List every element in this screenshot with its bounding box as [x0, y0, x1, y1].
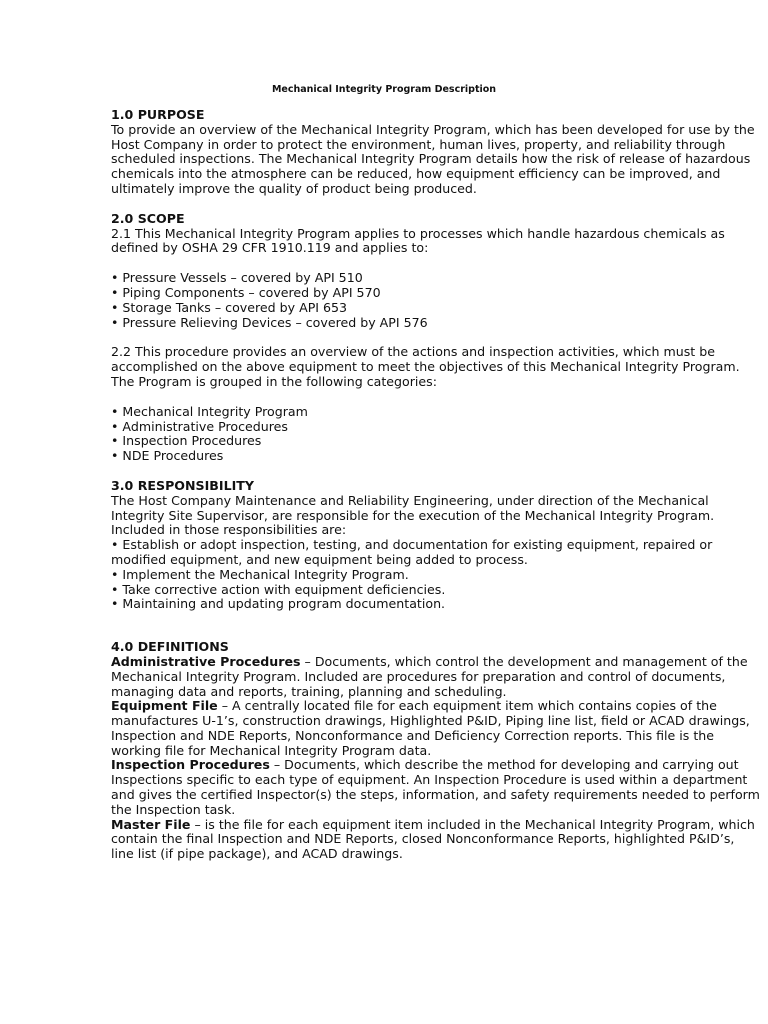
list-item: • Implement the Mechanical Integrity Program.	[111, 566, 409, 582]
definition-text: – is the file for each equipment item included in the Mechanical Integrity Program, which contain the final Inspection and NDE Reports, closed Nonconformance Reports, highlighted P&ID’s, line list (if pipe package), and ACAD drawings.	[111, 816, 755, 862]
definition-text: – Documents, which control the development and management of the Mechanical Integrity Program. Included are procedures for preparation and control of documents, managing data and reports, training, planning and scheduling.	[111, 653, 748, 699]
list-item: • Maintaining and updating program documentation.	[111, 596, 446, 612]
list-item: • Pressure Vessels – covered by API 510	[111, 270, 363, 286]
list-item: • Storage Tanks – covered by API 653	[111, 299, 348, 315]
responsibility-body: The Host Company Maintenance and Reliability Engineering, under direction of the Mechanical Integrity Site Supervisor, are responsible for the execution of the Mechanical Integrity Program. Included in those responsibilities are:	[111, 492, 715, 538]
list-item: • Take corrective action with equipment deficiencies.	[111, 581, 446, 597]
definition-equipment-file	[111, 699, 761, 758]
definition-text: – A centrally located file for each equipment item which contains copies of the manufactures U-1’s, construction drawings, Highlighted P&ID, Piping line list, field or ACAD drawings, Inspection and NDE Reports, Nonconformance and Deficiency Correction reports. This file is the working file for Mechanical Integrity Program data.	[111, 698, 750, 758]
purpose-heading: 1.0 PURPOSE	[111, 107, 205, 122]
category-list	[111, 405, 761, 464]
definition-term: Administrative Procedures	[111, 653, 301, 669]
purpose-body: To provide an overview of the Mechanical Integrity Program, which has been developed for use by the Host Company in order to protect the environment, human lives, property, and reliability through scheduled inspections. The Mechanical Integrity Program details how the risk of release of hazardous chemicals into the atmosphere can be reduced, how equipment efficiency can be improved, and ultimately improve the quality of product being produced.	[111, 121, 755, 196]
scope-heading: 2.0 SCOPE	[111, 210, 185, 226]
responsibility-heading: 3.0 RESPONSIBILITY	[111, 477, 255, 493]
definition-text: – Documents, which describe the method for developing and carrying out Inspections specific to each type of equipment. An Inspection Procedure is used within a department and gives the certified Inspector(s) the steps, information, and safety requirements needed to perform the Inspection task.	[111, 757, 760, 817]
list-item: • Piping Components – covered by API 570	[111, 284, 381, 300]
definition-master-file	[111, 818, 761, 862]
definition-administrative-procedures	[111, 655, 761, 699]
definitions-heading: 4.0 DEFINITIONS	[111, 639, 229, 655]
list-item: • NDE Procedures	[111, 448, 224, 464]
definition-inspection-procedures	[111, 758, 761, 817]
list-item: • Pressure Relieving Devices – covered by API 576	[111, 314, 428, 330]
scope-intro: 2.1 This Mechanical Integrity Program applies to processes which handle hazardous chemicals as defined by OSHA 29 CFR 1910.119 and applies to:	[111, 225, 725, 256]
responsibility-list	[111, 538, 761, 612]
definition-term: Master File	[111, 816, 191, 832]
equipment-list	[111, 271, 761, 330]
definition-term: Equipment File	[111, 698, 218, 714]
list-item: • Inspection Procedures	[111, 433, 262, 449]
list-item: • Mechanical Integrity Program	[111, 403, 308, 419]
list-item: • Establish or adopt inspection, testing, and documentation for existing equipment, repaired or modified equipment, and new equipment being added to process.	[111, 537, 713, 567]
definition-term: Inspection Procedures	[111, 757, 270, 773]
document-page	[111, 84, 761, 862]
list-item: • Administrative Procedures	[111, 418, 288, 434]
document-title: Mechanical Integrity Program Description	[271, 84, 497, 95]
scope-procedure: 2.2 This procedure provides an overview of the actions and inspection activities, which must be accomplished on the above equipment to meet the objectives of this Mechanical Integrity Program. The Program is grouped in the following categories:	[111, 344, 740, 389]
